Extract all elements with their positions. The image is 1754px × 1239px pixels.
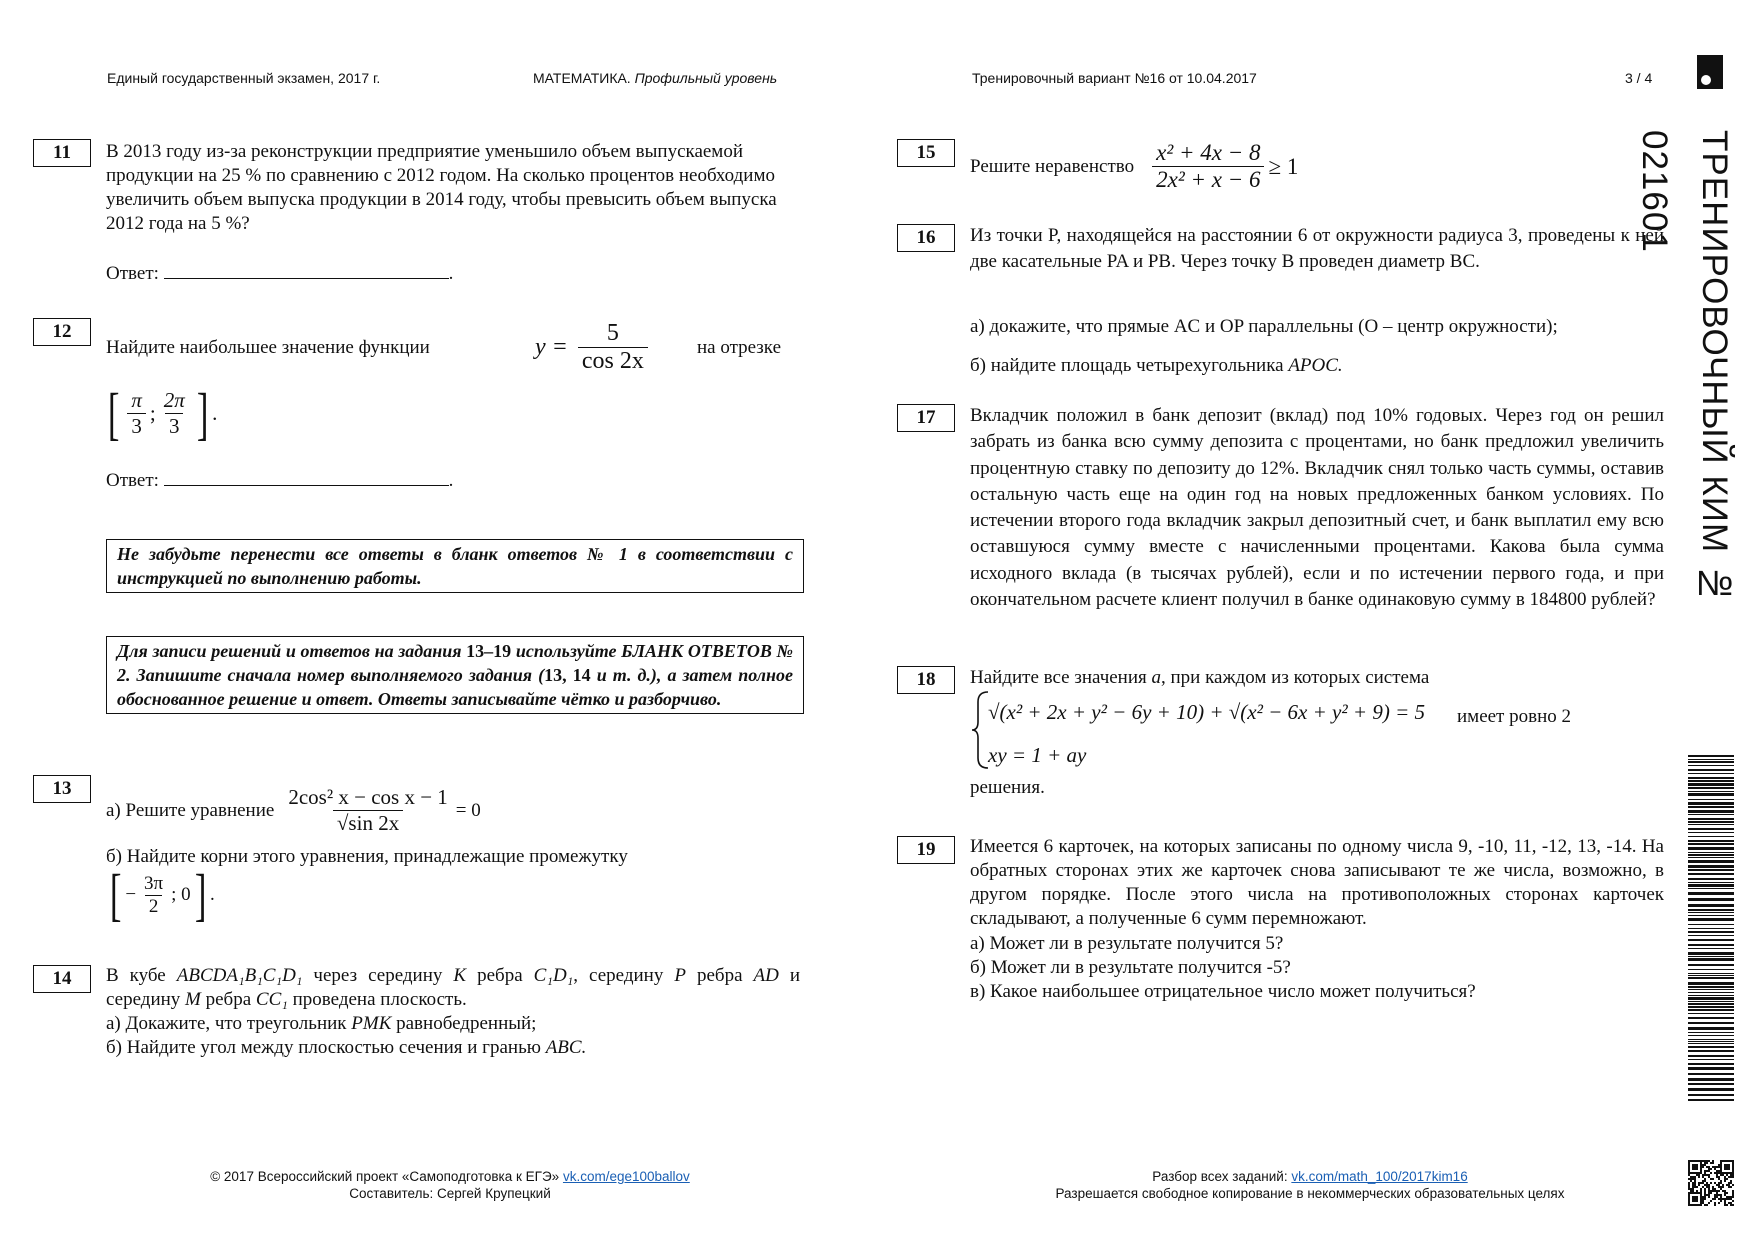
task-14-part-a-end: равнобедренный; [396,1013,537,1034]
task-12-func-lhs: y = [535,334,568,360]
task-18-end: решения. [970,777,1045,798]
task-number-17: 17 [897,404,955,432]
task-19-part-b: б) Может ли в результате получится -5? [970,957,1291,978]
task-16-part-a: а) докажите, что прямые AC и OP параллельны (O – центр окружности); [970,316,1558,337]
task-16-part-b [970,354,1343,378]
answer-label: Ответ: [106,263,159,284]
task-13-equation [106,785,481,836]
task-13-eq-rhs: = 0 [455,799,481,821]
task-13-int-den: 2 [145,895,163,918]
header-subject-name: МАТЕМАТИКА. [533,70,631,86]
task-19-text: Имеется 6 карточек, на которых записаны по одному числа 9, -10, 11, -12, 13, -14. На обратных сторонах этих же карточек снова записывают те же числа, возможно, в другом порядке. После этого числа на противоположных сторонах карточек складывают, а полученные 6 сумм перемножают. [970,836,1664,929]
header-variant: Тренировочный вариант №16 от 10.04.2017 [972,70,1257,86]
task-18-text-b: , при каждом из которых система [1161,667,1430,688]
task-14-l2c: проведена плоскость. [292,989,467,1010]
task-16-apoc: APOC. [1288,355,1343,376]
task-14-l1d: , середину [573,965,664,986]
notice2-c: и т. д.), а затем полное обоснованное решение и ответ. Ответы записывайте чётко и разборчиво. [117,665,793,709]
task-14-part-b-text: б) Найдите угол между плоскостью сечения и гранью [106,1037,541,1058]
task-13-part-a: а) Решите уравнение [106,799,275,821]
task-13-int-end: ; 0 [171,884,191,905]
task-14-cube: ABCDA₁B₁C₁D₁ [176,965,303,986]
task-14-l1c: ребра [477,965,523,986]
notice2-b: используйте БЛАНК ОТВЕТОВ № 2. Запишите сначала номер выполняемого задания ( [117,641,793,685]
notice2-a: Для записи решений и ответов на задания [117,641,462,661]
task-14-c1d1: C₁D₁ [533,965,574,986]
task-15-num: x² + 4x − 8 [1156,140,1261,165]
footer-solutions-link[interactable]: vk.com/math_100/2017kim16 [1291,1169,1468,1184]
task-14-l2a: середину [106,989,181,1010]
task-number-13: 13 [33,775,91,803]
task-12-int-b-num: 2π [163,388,185,412]
footer-right [990,1168,1630,1202]
footer-right-line1 [990,1168,1630,1185]
task-14-abc: ABC. [545,1037,587,1058]
header-subject [533,70,777,86]
header-exam-title: Единый государственный экзамен, 2017 г. [107,70,381,86]
task-12-function [535,320,652,375]
task-16-text: Из точки P, находящейся на расстоянии 6 от окружности радиуса 3, проведены к ней две касательные PA и PB. Через точку B проведен диаметр BC. [970,225,1664,272]
footer-author: Составитель: Сергей Крупецкий [349,1186,551,1201]
task-11-answer: Ответ: . [106,260,453,286]
task-14-text [106,964,800,1012]
task-12-int-a-num: π [131,388,142,412]
task-18-a: a [1151,667,1162,688]
qr-code [1688,1160,1734,1206]
task-15-text: Решите неравенство [970,155,1135,177]
task-13-part-b: б) Найдите корни этого уравнения, принадлежащие промежутку [106,846,628,867]
task-14-l1a: В кубе [106,965,166,986]
task-11-text: В 2013 году из-за реконструкции предприятие уменьшило объем выпускаемой продукции на 25 % по сравнению с 2012 годом. На сколько процентов необходимо увеличить объем выпуска продукции в 2014 году, чтобы превысить объем выпуска 2012 года на 5 %? [106,141,777,234]
task-14-part-b [106,1036,586,1060]
task-12-func-den: cos 2x [578,347,648,375]
task-14-l1b: через середину [313,965,443,986]
notice2-example: 13, 14 [544,665,591,685]
task-14-pmk: PMK [351,1013,392,1034]
task-15-den: 2x² + x − 6 [1152,166,1264,193]
task-19-part-a: а) Может ли в результате получится 5? [970,933,1284,954]
task-12-int-a-den: 3 [127,413,146,439]
task-14-k: K [453,965,467,986]
task-14-m: M [185,989,201,1010]
task-14-part-a [106,1012,536,1036]
task-13-eq-num: 2cos² x − cos x − 1 [288,785,448,809]
task-13-eq-den: √sin 2x [333,810,403,836]
task-14-ad: AD [753,965,779,986]
notice-transfer-answers: Не забудьте перенести все ответы в бланк ответов № 1 в соответствии с инструкцией по выполнению работы. [106,539,804,593]
task-12-text-a: Найдите наибольшее значение функции [106,337,430,358]
task-12-text-b: на отрезке [697,337,781,358]
task-13-interval: [ − $\frac{3\pi}{2}$ ; 0 ] . [109,862,215,927]
task-number-12: 12 [33,318,91,346]
answer-blank[interactable] [164,467,449,486]
task-number-18: 18 [897,666,955,694]
task-14-l1e: ребра [696,965,743,986]
task-18-line1 [970,666,1429,690]
task-18-text-a: Найдите все значения [970,667,1147,688]
footer-license: Разрешается свободное копирование в некоммерческих образовательных целях [1055,1186,1565,1201]
task-18-eq2: xy = 1 + ay [988,743,1087,767]
task-13-int-num: 3π [144,872,164,894]
side-title: ТРЕНИРОВОЧНЫЙ КИМ № 021601 [1635,130,1734,604]
task-number-11: 11 [33,139,91,167]
task-12-interval: [ $\frac{\pi}{3}$ ; $\frac{2\pi}{3}$ ] . [107,380,218,446]
footer-project: © 2017 Всероссийский проект «Самоподготовка к ЕГЭ» [210,1169,560,1184]
task-number-14: 14 [33,965,91,993]
footer-solutions-label: Разбор всех заданий: [1152,1169,1288,1184]
footer-left-line1 [150,1168,750,1185]
task-18-eq1: √(x² + 2x + y² − 6y + 10) + √(x² − 6x + y² + 9) = 5 [988,700,1425,724]
header-level: Профильный уровень [634,70,778,86]
task-19-part-c: в) Какое наибольшее отрицательное число может получиться? [970,981,1476,1002]
task-16-part-b-text: б) найдите площадь четырехугольника [970,355,1284,376]
task-15-rhs: ≥ 1 [1268,153,1299,179]
footer-left [150,1168,750,1202]
task-number-16: 16 [897,224,955,252]
task-14-l1f: и [789,965,801,986]
logo-mark [1697,55,1723,89]
answer-label: Ответ: [106,470,159,491]
header-page-number: 3 / 4 [1625,70,1653,86]
task-17-text: Вкладчик положил в банк депозит (вклад) под 10% годовых. Через год он решил забрать из банка всю сумму депозита с процентами, но банк предложил увеличить процентную ставку по депозиту до 12%. Вкладчик снял только часть суммы, оставив остальную часть еще на один год на новых предложенных банком условиях. По истечении второго года вкладчик закрыл депозитный счет, и банк выплатил ему всю оставшуюся сумму вместе с начисленными процентами. Какова была сумма исходного вклада (в тысячах рублей), если и по истечении первого года, и при окончательном расчете клиент получил в банке одинаковую сумму в 184800 рублей? [970,405,1664,611]
task-12-int-b-den: 3 [165,413,184,439]
task-14-cc1: CC₁ [255,989,288,1010]
task-12-answer: Ответ: . [106,467,453,493]
task-18-tail: имеет ровно 2 [1457,706,1571,727]
task-number-15: 15 [897,139,955,167]
task-12-func-num: 5 [606,320,619,346]
task-15-inequality [970,140,1298,193]
task-14-p: P [674,965,686,986]
task-number-19: 19 [897,836,955,864]
footer-project-link[interactable]: vk.com/ege100ballov [562,1169,690,1184]
barcode [1688,755,1734,1105]
task-14-l2b: ребра [205,989,252,1010]
task-14-part-a-text: а) Докажите, что треугольник [106,1013,347,1034]
answer-blank[interactable] [164,260,449,279]
notice-answer-sheet-2 [106,636,804,714]
notice2-range: 13–19 [466,641,512,661]
